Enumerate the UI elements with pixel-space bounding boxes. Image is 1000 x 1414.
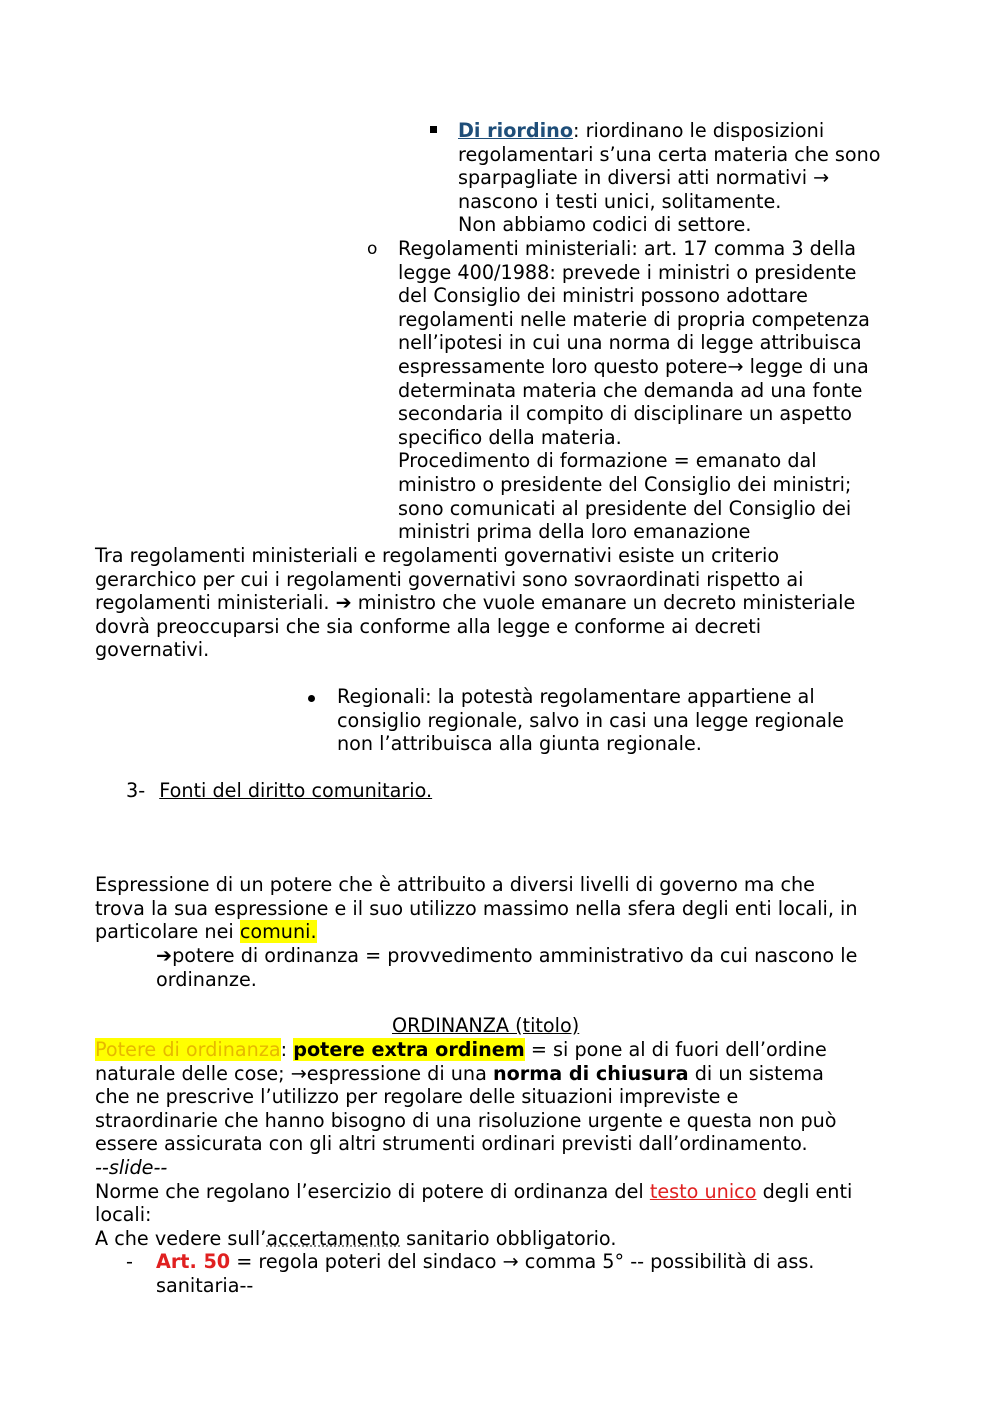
riordino-block	[458, 119, 978, 237]
norma-chiusura-bold: norma di chiusura	[492, 1061, 689, 1085]
dash-bullet: -	[126, 1250, 133, 1273]
fonti-title: Fonti del diritto comunitario.	[159, 779, 433, 802]
ordinanza-title	[392, 1014, 579, 1038]
ordinanza-paragraph	[95, 1038, 985, 1250]
ordinanza-line: essere assicurata con gli altri strumenti ordinari previsti dall’ordinamento.	[95, 1132, 808, 1156]
circle-bullet-icon: o	[367, 239, 378, 259]
espressione-text: particolare nei	[95, 920, 240, 944]
ministeriali-line: Procedimento di formazione = emanato dal	[398, 449, 817, 473]
norme-line: locali:	[95, 1203, 152, 1227]
norme-line	[95, 1180, 985, 1204]
extra-ordinem-highlight: potere extra ordinem	[293, 1038, 525, 1061]
espressione-line: Espressione di un potere che è attribuito a diversi livelli di governo ma che	[95, 873, 815, 896]
ordinanza-line: che ne prescrive l’utilizzo per regolare delle situazioni impreviste e	[95, 1085, 739, 1109]
ministeriali-line: specifico della materia.	[398, 425, 622, 449]
riordino-line: regolamentari s’una certa materia che sono	[458, 142, 881, 166]
regionali-line: Regionali: la potestà regolamentare appartiene al	[337, 685, 815, 708]
ordinanza-line	[95, 1038, 985, 1062]
arrow-line: ➔potere di ordinanza = provvedimento amministrativo da cui nascono le	[156, 944, 858, 967]
accertamento-text: sanitario obbligatorio.	[400, 1226, 617, 1250]
potere-ordinanza-highlight: Potere di ordinanza	[95, 1038, 281, 1061]
gerarchia-line: regolamenti ministeriali. ➔ ministro che vuole emanare un decreto ministeriale	[95, 591, 856, 615]
ordinanza-colon: :	[280, 1038, 294, 1061]
riordino-line: Non abbiamo codici di settore.	[458, 213, 752, 237]
ministeriali-line: Regolamenti ministeriali: art. 17 comma 3 della	[398, 237, 857, 260]
ministeriali-line: espressamente loro questo potere→ legge di una	[398, 354, 869, 378]
riordino-line: sparpagliate in diversi atti normativi →	[458, 166, 830, 190]
regionali-line: consiglio regionale, salvo in casi una legge regionale	[337, 708, 844, 732]
gerarchia-line: Tra regolamenti ministeriali e regolamenti governativi esiste un criterio	[95, 544, 780, 567]
regionali-line: non l’attribuisca alla giunta regionale.	[337, 732, 702, 756]
gerarchia-line: governativi.	[95, 638, 210, 662]
fonti-number: 3-	[126, 779, 146, 802]
art50-line	[156, 1250, 976, 1274]
ordinanza-text: di un sistema	[688, 1061, 824, 1085]
riordino-text: riordinano le disposizioni	[579, 119, 825, 142]
art50-line: sanitaria--	[156, 1273, 254, 1297]
riordino-term[interactable]: Di riordino	[458, 119, 574, 142]
ordinanza-text: naturale delle cose; →espressione di una	[95, 1061, 493, 1085]
riordino-line: nascono i testi unici, solitamente.	[458, 189, 782, 213]
accertamento-word: accertamento	[266, 1226, 401, 1250]
riordino-colon: :	[573, 119, 580, 142]
art50-text: = regola poteri del sindaco → comma 5° -- possibilità di ass.	[230, 1250, 815, 1273]
dot-bullet-icon	[308, 695, 315, 702]
ordinanza-line: straordinarie che hanno bisogno di una risoluzione urgente e questa non può	[95, 1108, 837, 1132]
testo-unico-link[interactable]: testo unico	[649, 1179, 757, 1203]
fonti-heading	[126, 779, 432, 803]
gerarchia-paragraph	[95, 544, 985, 662]
ministeriali-line: determinata materia che demanda ad una fonte	[398, 378, 863, 402]
accertamento-line	[95, 1227, 985, 1251]
ministeriali-line: secondaria il compito di disciplinare un aspetto	[398, 402, 852, 426]
gerarchia-line: dovrà preoccuparsi che sia conforme alla legge e conforme ai decreti	[95, 614, 762, 638]
accertamento-text: A che vedere sull’	[95, 1226, 267, 1250]
espressione-line	[95, 920, 985, 944]
norme-text: Norme che regolano l’esercizio di potere di ordinanza del	[95, 1179, 650, 1203]
ordinanza-line	[95, 1062, 985, 1086]
art50-label: Art. 50	[156, 1250, 231, 1273]
ordinanza-arrow-note	[156, 944, 976, 991]
comuni-highlight: comuni.	[239, 920, 317, 944]
ministeriali-line: nell’ipotesi in cui una norma di legge attribuisca	[398, 331, 862, 355]
square-bullet-icon	[430, 126, 437, 133]
gerarchia-line: gerarchico per cui i regolamenti governativi sono sovraordinati rispetto ai	[95, 567, 804, 591]
ministeriali-line: regolamenti nelle materie di propria competenza	[398, 307, 870, 331]
espressione-paragraph	[95, 873, 985, 944]
ministeriali-line: del Consiglio dei ministri possono adottare	[398, 284, 808, 308]
art50-item	[156, 1250, 976, 1297]
ministeriali-line: ministri prima della loro emanazione	[398, 520, 751, 544]
arrow-line: ordinanze.	[156, 967, 257, 991]
ministeriali-line: ministro o presidente del Consiglio dei ministri;	[398, 472, 852, 496]
regionali-block	[337, 685, 977, 756]
norme-text: degli enti	[756, 1179, 853, 1203]
ministeriali-block	[398, 237, 978, 544]
ordinanza-text: = si pone al di fuori dell’ordine	[524, 1038, 827, 1061]
slide-marker: --slide--	[95, 1155, 168, 1179]
ministeriali-line: legge 400/1988: prevede i ministri o presidente	[398, 260, 857, 284]
riordino-line	[458, 119, 978, 143]
ministeriali-line: sono comunicati al presidente del Consiglio dei	[398, 496, 852, 520]
ordinanza-title-text: ORDINANZA (titolo)	[392, 1014, 580, 1037]
espressione-line: trova la sua espressione e il suo utilizzo massimo nella sfera degli enti locali, in	[95, 896, 858, 920]
